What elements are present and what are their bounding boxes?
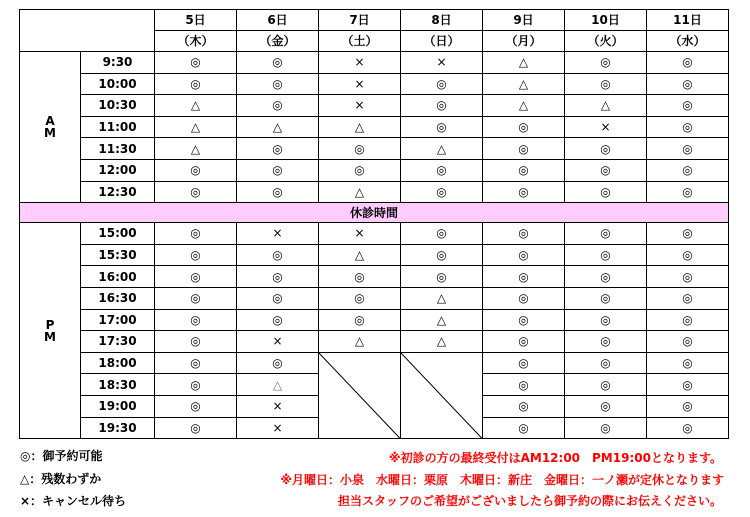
- availability-cell: ◎: [237, 309, 319, 331]
- time-slot-row: [20, 116, 729, 138]
- availability-cell: ◎: [565, 244, 647, 266]
- availability-cell: ◎: [319, 159, 401, 181]
- availability-cell: ◎: [401, 266, 483, 288]
- availability-cell: ◎: [565, 52, 647, 74]
- availability-cell: △: [319, 116, 401, 138]
- time-slot-row: [20, 309, 729, 331]
- availability-cell: ◎: [483, 395, 565, 417]
- pm-period-label-char: M: [44, 329, 56, 344]
- availability-cell: ◎: [155, 331, 237, 353]
- availability-cell: ◎: [647, 331, 729, 353]
- availability-cell: ×: [319, 52, 401, 74]
- time-slot-row: [20, 159, 729, 181]
- time-slot-label: 17:30: [81, 331, 155, 353]
- note-staff-request: 担当スタッフのご希望がございましたら御予約の際にお伝えください。: [337, 494, 722, 508]
- day-weekday-header: （金）: [237, 31, 319, 52]
- availability-cell: ◎: [483, 352, 565, 374]
- availability-cell: ◎: [237, 73, 319, 95]
- availability-cell: △: [401, 138, 483, 160]
- availability-cell: ◎: [647, 159, 729, 181]
- availability-cell: ×: [565, 116, 647, 138]
- time-slot-label: 16:00: [81, 266, 155, 288]
- availability-cell: ◎: [565, 374, 647, 396]
- corner-cell: [20, 10, 155, 52]
- time-slot-label: 12:30: [81, 181, 155, 203]
- time-slot-label: 10:30: [81, 95, 155, 117]
- am-period-label-char: A: [45, 114, 55, 129]
- availability-cell: ◎: [483, 116, 565, 138]
- availability-cell: ×: [237, 395, 319, 417]
- day-date-header: 11日: [647, 10, 729, 31]
- availability-cell: △: [155, 138, 237, 160]
- availability-cell: ◎: [155, 223, 237, 245]
- availability-cell: ◎: [155, 52, 237, 74]
- time-slot-row: [20, 331, 729, 353]
- pm-period-label-char: P: [45, 317, 55, 332]
- availability-cell: △: [237, 374, 319, 396]
- availability-cell: ◎: [319, 266, 401, 288]
- availability-cell: ◎: [237, 95, 319, 117]
- time-slot-row: [20, 266, 729, 288]
- time-slot-row: [20, 352, 729, 374]
- availability-cell: ◎: [565, 266, 647, 288]
- availability-cell: ◎: [155, 73, 237, 95]
- am-period-label-char: M: [44, 126, 56, 141]
- availability-cell: ◎: [647, 223, 729, 245]
- availability-cell: ◎: [483, 223, 565, 245]
- day-date-header: 5日: [155, 10, 237, 31]
- legend-waitlist: ×：キャンセル待ち: [20, 494, 127, 508]
- availability-cell: ◎: [483, 309, 565, 331]
- closed-slot-cell: [319, 352, 401, 438]
- time-slot-label: 12:00: [81, 159, 155, 181]
- availability-cell: ◎: [319, 138, 401, 160]
- availability-cell: ◎: [565, 159, 647, 181]
- am-period-label: [20, 52, 81, 203]
- availability-cell: ◎: [647, 244, 729, 266]
- time-slot-row: [20, 52, 729, 74]
- availability-cell: ◎: [483, 266, 565, 288]
- availability-cell: ◎: [483, 417, 565, 439]
- time-slot-label: 11:30: [81, 138, 155, 160]
- time-slot-row: [20, 95, 729, 117]
- availability-cell: ◎: [483, 287, 565, 309]
- availability-cell: ◎: [237, 287, 319, 309]
- time-slot-label: 19:00: [81, 395, 155, 417]
- availability-cell: ◎: [647, 181, 729, 203]
- availability-cell: ◎: [565, 331, 647, 353]
- availability-cell: ◎: [155, 352, 237, 374]
- availability-cell: ◎: [565, 352, 647, 374]
- note-staff-holidays: ※月曜日：小泉 水曜日：栗原 木曜日：新庄 金曜日：一ノ瀬が定休となります: [280, 473, 724, 487]
- closed-slot-cell: [401, 352, 483, 438]
- availability-cell: ◎: [155, 309, 237, 331]
- availability-cell: ◎: [565, 73, 647, 95]
- availability-cell: ◎: [319, 287, 401, 309]
- availability-cell: △: [565, 95, 647, 117]
- day-weekday-header: （土）: [319, 31, 401, 52]
- availability-cell: ◎: [155, 159, 237, 181]
- availability-cell: ◎: [155, 395, 237, 417]
- day-weekday-header: （月）: [483, 31, 565, 52]
- availability-cell: ◎: [565, 417, 647, 439]
- availability-cell: ◎: [155, 374, 237, 396]
- availability-cell: ×: [237, 417, 319, 439]
- availability-cell: ◎: [237, 138, 319, 160]
- availability-cell: ◎: [647, 309, 729, 331]
- time-slot-row: [20, 244, 729, 266]
- legend-available: ◎：御予約可能: [20, 449, 103, 463]
- availability-cell: ◎: [155, 244, 237, 266]
- availability-cell: ◎: [483, 244, 565, 266]
- availability-cell: ◎: [565, 395, 647, 417]
- availability-cell: △: [319, 181, 401, 203]
- availability-cell: △: [155, 116, 237, 138]
- note-first-visit: ※初診の方の最終受付はAM12:00 PM19:00となります。: [388, 451, 722, 465]
- time-slot-label: 16:30: [81, 287, 155, 309]
- availability-cell: △: [401, 287, 483, 309]
- time-slot-label: 10:00: [81, 73, 155, 95]
- availability-cell: ×: [319, 223, 401, 245]
- break-row: [20, 203, 729, 223]
- day-weekday-header: （水）: [647, 31, 729, 52]
- day-date-header: 7日: [319, 10, 401, 31]
- day-weekday-header: （木）: [155, 31, 237, 52]
- availability-cell: ×: [319, 73, 401, 95]
- availability-cell: ◎: [565, 287, 647, 309]
- closed-diagonal-icon: [319, 353, 400, 438]
- availability-cell: ◎: [401, 223, 483, 245]
- availability-cell: ◎: [401, 73, 483, 95]
- availability-cell: ◎: [401, 181, 483, 203]
- availability-cell: ◎: [483, 159, 565, 181]
- availability-cell: ◎: [647, 138, 729, 160]
- availability-cell: ◎: [155, 181, 237, 203]
- availability-cell: ◎: [647, 352, 729, 374]
- availability-cell: ×: [319, 95, 401, 117]
- availability-cell: ◎: [565, 138, 647, 160]
- availability-cell: ◎: [647, 266, 729, 288]
- pm-period-label: [20, 223, 81, 439]
- availability-cell: ◎: [647, 374, 729, 396]
- availability-cell: △: [319, 244, 401, 266]
- reservation-schedule-table: [19, 9, 729, 439]
- time-slot-row: [20, 181, 729, 203]
- time-slot-label: 15:30: [81, 244, 155, 266]
- closed-diagonal-icon: [401, 353, 482, 438]
- availability-cell: △: [237, 116, 319, 138]
- availability-cell: ◎: [647, 395, 729, 417]
- availability-cell: ◎: [319, 309, 401, 331]
- availability-cell: ◎: [401, 95, 483, 117]
- time-slot-label: 9:30: [81, 52, 155, 74]
- availability-cell: △: [319, 331, 401, 353]
- availability-cell: △: [155, 95, 237, 117]
- availability-cell: ◎: [483, 181, 565, 203]
- time-slot-row: [20, 223, 729, 245]
- availability-cell: ◎: [237, 244, 319, 266]
- availability-cell: ◎: [647, 95, 729, 117]
- availability-cell: ◎: [237, 52, 319, 74]
- availability-cell: ◎: [647, 73, 729, 95]
- availability-cell: △: [483, 52, 565, 74]
- availability-cell: ◎: [565, 309, 647, 331]
- availability-cell: △: [483, 73, 565, 95]
- availability-cell: ◎: [565, 181, 647, 203]
- availability-cell: ◎: [483, 331, 565, 353]
- day-date-header: 9日: [483, 10, 565, 31]
- availability-cell: ◎: [647, 287, 729, 309]
- day-weekday-header: （日）: [401, 31, 483, 52]
- time-slot-row: [20, 138, 729, 160]
- availability-cell: △: [401, 331, 483, 353]
- availability-cell: △: [483, 95, 565, 117]
- time-slot-label: 19:30: [81, 417, 155, 439]
- time-slot-label: 18:00: [81, 352, 155, 374]
- availability-cell: ◎: [155, 266, 237, 288]
- availability-cell: ×: [237, 223, 319, 245]
- availability-cell: ◎: [647, 52, 729, 74]
- time-slot-label: 17:00: [81, 309, 155, 331]
- availability-cell: ◎: [647, 417, 729, 439]
- availability-cell: ◎: [237, 266, 319, 288]
- day-date-header: 10日: [565, 10, 647, 31]
- availability-cell: ◎: [647, 116, 729, 138]
- availability-cell: ×: [237, 331, 319, 353]
- day-weekday-header: （火）: [565, 31, 647, 52]
- break-time-label: 休診時間: [20, 203, 729, 223]
- time-slot-row: [20, 73, 729, 95]
- day-date-header: 6日: [237, 10, 319, 31]
- time-slot-row: [20, 287, 729, 309]
- availability-cell: ×: [401, 52, 483, 74]
- availability-cell: ◎: [237, 159, 319, 181]
- availability-cell: ◎: [237, 352, 319, 374]
- availability-cell: △: [401, 309, 483, 331]
- availability-cell: ◎: [565, 223, 647, 245]
- availability-cell: ◎: [155, 287, 237, 309]
- availability-cell: ◎: [155, 417, 237, 439]
- time-slot-label: 11:00: [81, 116, 155, 138]
- availability-cell: ◎: [483, 138, 565, 160]
- availability-cell: ◎: [483, 374, 565, 396]
- availability-cell: ◎: [401, 116, 483, 138]
- time-slot-label: 18:30: [81, 374, 155, 396]
- availability-cell: ◎: [237, 181, 319, 203]
- availability-cell: ◎: [401, 159, 483, 181]
- day-date-header: 8日: [401, 10, 483, 31]
- availability-cell: ◎: [401, 244, 483, 266]
- legend-few: △：残数わずか: [20, 472, 102, 486]
- time-slot-label: 15:00: [81, 223, 155, 245]
